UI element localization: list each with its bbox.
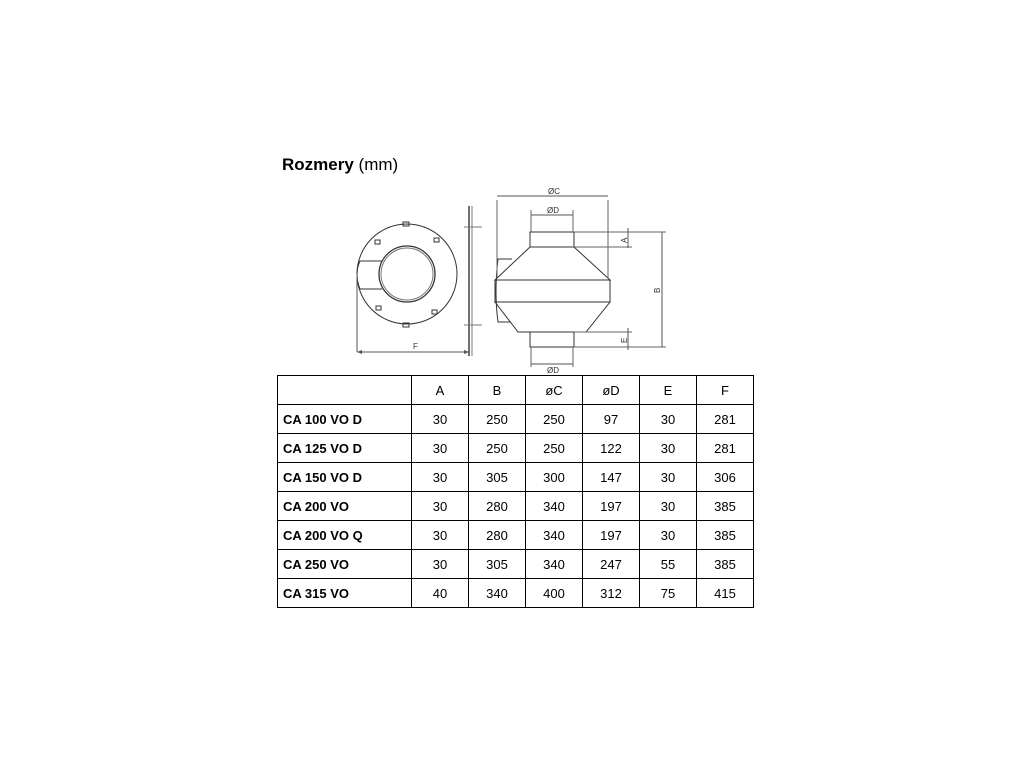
- table-row: [278, 550, 754, 579]
- cell-b: 250: [469, 434, 526, 463]
- motor-band: [495, 280, 610, 302]
- front-outlet-inner: [381, 248, 433, 300]
- table-row: [278, 463, 754, 492]
- header-f: F: [697, 376, 754, 405]
- cell-oc: 340: [526, 521, 583, 550]
- cell-f: 385: [697, 550, 754, 579]
- cell-a: 30: [412, 550, 469, 579]
- cell-od: 147: [583, 463, 640, 492]
- mount-tab: [376, 306, 381, 310]
- cell-oc: 400: [526, 579, 583, 608]
- cell-od: 122: [583, 434, 640, 463]
- front-flange-circle: [357, 224, 457, 324]
- row-model: CA 200 VO: [278, 492, 412, 521]
- table-row: [278, 579, 754, 608]
- e-label: E: [620, 337, 629, 343]
- row-model: CA 125 VO D: [278, 434, 412, 463]
- cell-e: 30: [640, 492, 697, 521]
- cell-oc: 250: [526, 434, 583, 463]
- row-model: CA 250 VO: [278, 550, 412, 579]
- cell-f: 281: [697, 405, 754, 434]
- header-b: B: [469, 376, 526, 405]
- table-row: [278, 521, 754, 550]
- bottom-spigot: [530, 332, 574, 347]
- cell-e: 55: [640, 550, 697, 579]
- cell-a: 30: [412, 434, 469, 463]
- cell-b: 340: [469, 579, 526, 608]
- terminal-box: [357, 261, 382, 289]
- cell-f: 415: [697, 579, 754, 608]
- cell-oc: 300: [526, 463, 583, 492]
- cell-b: 250: [469, 405, 526, 434]
- row-model: CA 100 VO D: [278, 405, 412, 434]
- upper-cone: [495, 247, 610, 280]
- cell-oc: 250: [526, 405, 583, 434]
- cell-f: 281: [697, 434, 754, 463]
- cell-a: 30: [412, 521, 469, 550]
- cell-f: 306: [697, 463, 754, 492]
- cell-a: 40: [412, 579, 469, 608]
- cell-od: 312: [583, 579, 640, 608]
- mount-tab: [432, 310, 437, 314]
- cell-od: 247: [583, 550, 640, 579]
- a-label: A: [620, 237, 629, 243]
- dimensions-table: [277, 375, 754, 608]
- title-main: Rozmery: [282, 155, 354, 174]
- row-model: CA 315 VO: [278, 579, 412, 608]
- cell-a: 30: [412, 492, 469, 521]
- cell-oc: 340: [526, 550, 583, 579]
- header-a: A: [412, 376, 469, 405]
- front-view: [357, 206, 482, 356]
- cell-od: 97: [583, 405, 640, 434]
- dimension-drawing: [340, 182, 680, 374]
- cell-b: 305: [469, 550, 526, 579]
- od-top-label: ØD: [547, 206, 559, 215]
- title-unit: (mm): [358, 155, 399, 174]
- mount-tab: [434, 238, 439, 242]
- side-terminal-box: [496, 259, 512, 322]
- table-row: [278, 434, 754, 463]
- top-spigot: [530, 232, 574, 247]
- side-view: [495, 196, 666, 367]
- page-title: [282, 154, 398, 176]
- header-oc: øC: [526, 376, 583, 405]
- row-model: CA 150 VO D: [278, 463, 412, 492]
- table-row: [278, 405, 754, 434]
- f-label: F: [413, 342, 418, 351]
- mount-tab: [375, 240, 380, 244]
- header-e: E: [640, 376, 697, 405]
- row-model: CA 200 VO Q: [278, 521, 412, 550]
- cell-f: 385: [697, 492, 754, 521]
- header-od: øD: [583, 376, 640, 405]
- cell-oc: 340: [526, 492, 583, 521]
- cell-e: 75: [640, 579, 697, 608]
- cell-a: 30: [412, 405, 469, 434]
- od-bottom-label: ØD: [547, 366, 559, 374]
- cell-od: 197: [583, 492, 640, 521]
- front-outlet-circle: [379, 246, 435, 302]
- lower-cone: [495, 302, 610, 332]
- cell-e: 30: [640, 405, 697, 434]
- cell-b: 305: [469, 463, 526, 492]
- cell-od: 197: [583, 521, 640, 550]
- cell-b: 280: [469, 521, 526, 550]
- cell-a: 30: [412, 463, 469, 492]
- cell-e: 30: [640, 463, 697, 492]
- oc-label: ØC: [548, 187, 560, 196]
- b-label: B: [653, 287, 662, 293]
- table-row: [278, 492, 754, 521]
- header-model: [278, 376, 412, 405]
- cell-f: 385: [697, 521, 754, 550]
- f-arrow-right: [464, 350, 469, 354]
- f-arrow-left: [357, 350, 362, 354]
- cell-e: 30: [640, 434, 697, 463]
- cell-b: 280: [469, 492, 526, 521]
- table-header-row: [278, 376, 754, 405]
- cell-e: 30: [640, 521, 697, 550]
